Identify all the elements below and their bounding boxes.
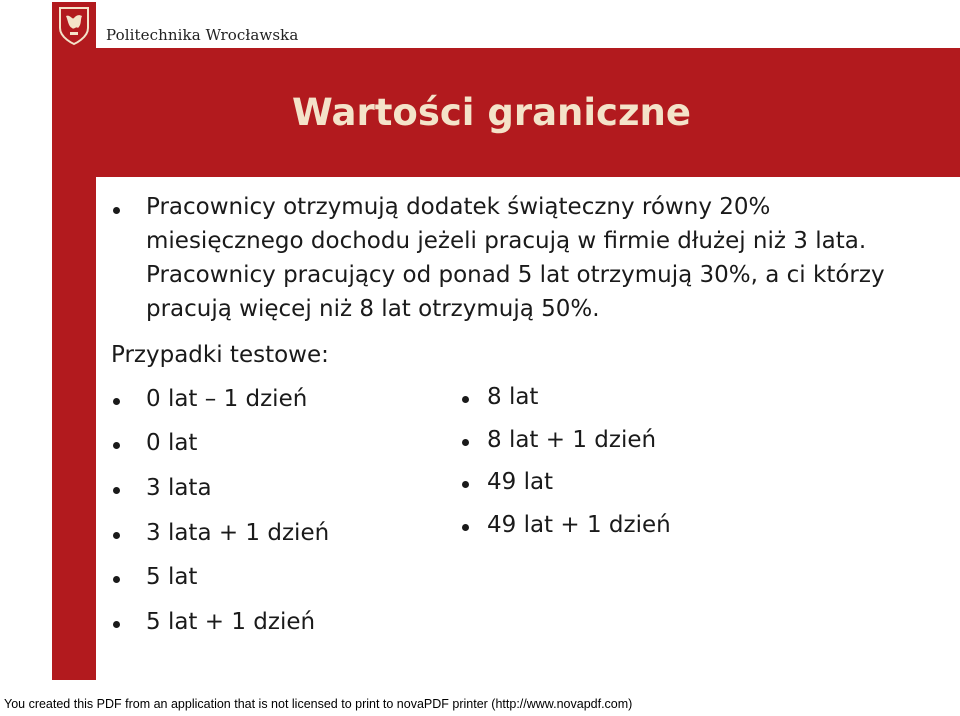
- description-line: pracują więcej niż 8 lat otrzymują 50%.: [146, 296, 600, 322]
- test-case-item: 0 lat: [146, 430, 198, 456]
- test-case-item: 49 lat: [487, 469, 554, 495]
- university-name: Politechnika Wrocławska: [106, 26, 299, 44]
- left-accent-band: [52, 48, 96, 680]
- footer-text-after: ): [628, 697, 633, 711]
- footer-text: [4, 697, 632, 711]
- description-line: Pracownicy pracujący od ponad 5 lat otrzymują 30%, a ci którzy: [146, 262, 885, 288]
- slide-title: Wartości graniczne: [292, 91, 691, 134]
- slide-content: [96, 177, 960, 680]
- description-line: miesięcznego dochodu jeżeli pracują w firmie dłużej niż 3 lata.: [146, 228, 867, 254]
- bullet-dot: [113, 487, 120, 494]
- license-footer: [0, 694, 960, 716]
- bullet-dot: [462, 524, 469, 531]
- bullet-dot: [462, 439, 469, 446]
- bullet-dot: [113, 398, 120, 405]
- test-case-item: 49 lat + 1 dzień: [487, 512, 671, 538]
- test-cases-label: Przypadki testowe:: [111, 342, 329, 368]
- test-case-item: 3 lata + 1 dzień: [146, 520, 330, 546]
- novapdf-link[interactable]: http://www.novapdf.com: [495, 697, 629, 711]
- bullet-dot: [113, 576, 120, 583]
- footer-text-before: You created this PDF from an application that is not licensed to print to novaPDF printer (: [4, 697, 496, 711]
- test-case-item: 5 lat: [146, 564, 198, 590]
- description-line: Pracownicy otrzymują dodatek świąteczny równy 20%: [146, 194, 771, 220]
- bullet-dot: [113, 532, 120, 539]
- university-emblem-icon: [52, 2, 96, 48]
- test-case-item: 0 lat – 1 dzień: [146, 386, 308, 412]
- bullet-dot: [462, 396, 469, 403]
- bullet-dot: [113, 207, 120, 214]
- test-case-item: 8 lat: [487, 384, 539, 410]
- test-case-item: 5 lat + 1 dzień: [146, 609, 316, 635]
- bullet-dot: [113, 442, 120, 449]
- test-case-item: 3 lata: [146, 475, 212, 501]
- bullet-dot: [113, 621, 120, 628]
- title-banner: [96, 48, 960, 177]
- test-case-item: 8 lat + 1 dzień: [487, 427, 657, 453]
- header-bar: [0, 0, 960, 48]
- bullet-dot: [462, 481, 469, 488]
